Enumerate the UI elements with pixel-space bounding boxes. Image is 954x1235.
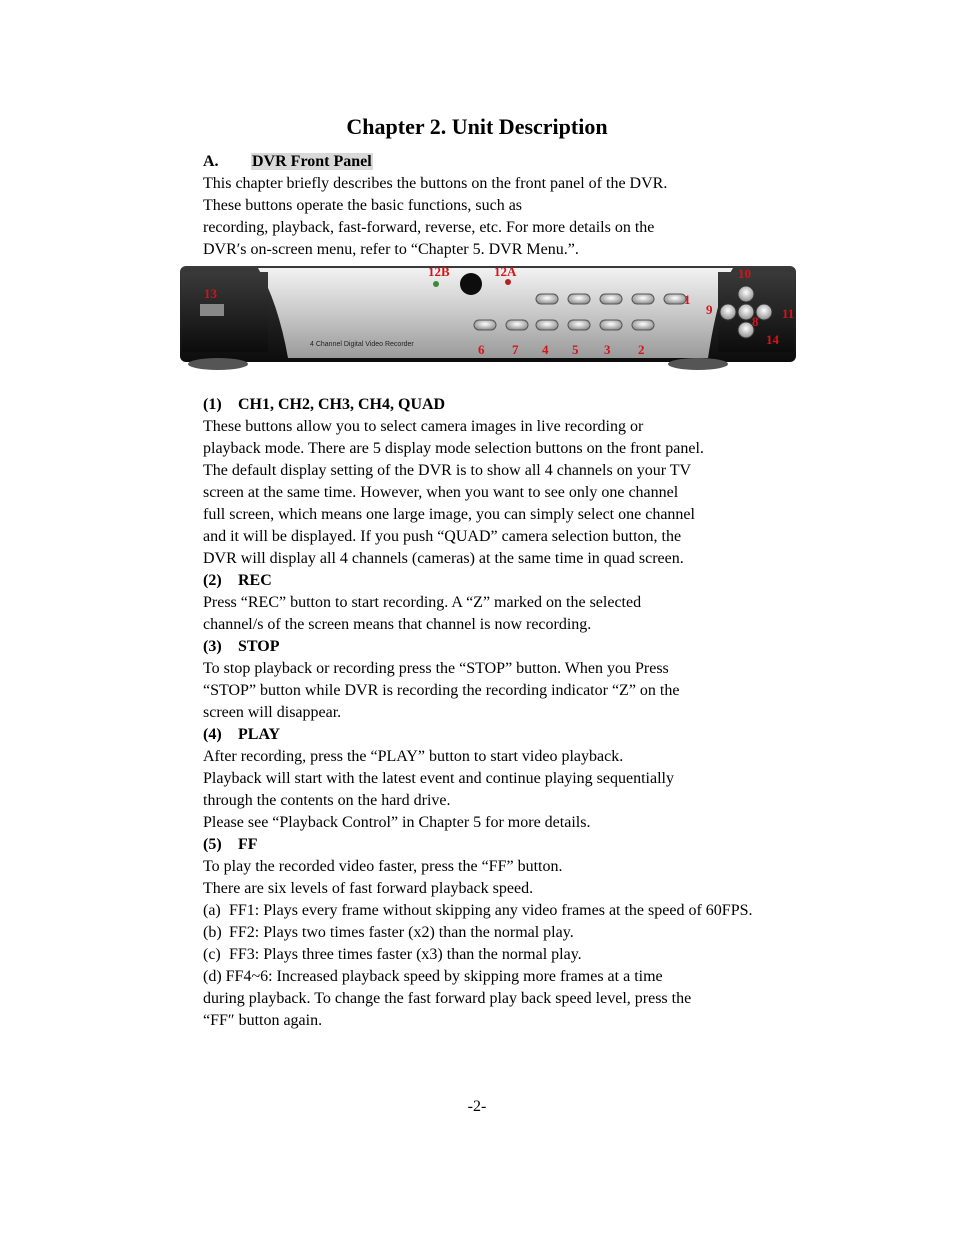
section-4-heading: (4) PLAY	[203, 726, 281, 743]
callout-11: 11	[782, 306, 795, 321]
section-a-heading	[203, 151, 373, 173]
section-1-line: DVR will display all 4 channels (cameras) at the same time in quad screen.	[203, 550, 684, 567]
section-5-heading: (5) FF	[203, 836, 258, 853]
callout-3: 3	[604, 342, 611, 357]
callout-2: 2	[638, 342, 645, 357]
page-number: -2-	[467, 1098, 487, 1115]
intro-line: recording, playback, fast-forward, reverse, etc. For more details on the	[203, 219, 655, 236]
ff-list-item: (c) FF3: Plays three times faster (x3) than the normal play.	[203, 946, 582, 963]
intro-paragraph	[203, 173, 763, 261]
section-2-line: channel/s of the screen means that channel is now recording.	[203, 616, 592, 633]
ff-list-item: (a) FF1: Plays every frame without skipping any video frames at the speed of 60FPS.	[203, 902, 753, 919]
section-4-line: Playback will start with the latest event and continue playing sequentially	[203, 770, 674, 787]
intro-line: This chapter briefly describes the buttons on the front panel of the DVR.	[203, 175, 668, 192]
chapter-title: Chapter 2. Unit Description	[346, 114, 608, 139]
sections-body	[203, 394, 763, 1032]
ff-list-item: (b) FF2: Plays two times faster (x2) than the normal play.	[203, 924, 574, 941]
section-5-line: To play the recorded video faster, press the “FF” button.	[203, 858, 563, 875]
callout-12a: 12A	[494, 264, 517, 279]
dvr-front-panel-figure	[178, 262, 798, 372]
callout-6: 6	[478, 342, 485, 357]
intro-line: These buttons operate the basic functions, such as	[203, 197, 523, 214]
dvr-foot	[668, 358, 728, 370]
section-a-title: DVR Front Panel	[252, 153, 372, 170]
pause-button	[506, 320, 528, 330]
section-4-line: After recording, press the “PLAY” button to start video playback.	[203, 748, 624, 765]
ch3-button	[600, 294, 622, 304]
section-1-line: playback mode. There are 5 display mode selection buttons on the front panel.	[203, 440, 704, 457]
section-1-heading: (1) CH1, CH2, CH3, CH4, QUAD	[203, 396, 446, 413]
ff-last-line: (d) FF4~6: Increased playback speed by skipping more frames at a time	[203, 968, 663, 985]
hdd-indicator	[505, 279, 511, 285]
rew-button	[474, 320, 496, 330]
section-3-line: “STOP” button while DVR is recording the recording indicator “Z” on the	[203, 682, 680, 699]
section-2-heading: (2) REC	[203, 572, 272, 589]
callout-1: 1	[684, 292, 691, 307]
fwd-button	[568, 320, 590, 330]
device-label: 4 Channel Digital Video Recorder	[310, 341, 414, 348]
intro-line: DVR′s on-screen menu, refer to “Chapter 5. DVR Menu.”.	[203, 241, 579, 258]
section-1-line: full screen, which means one large image, you can simply select one channel	[203, 506, 695, 523]
section-3-heading: (3) STOP	[203, 638, 280, 655]
section-3-line: screen will disappear.	[203, 704, 342, 721]
section-1-line: and it will be displayed. If you push “QUAD” camera selection button, the	[203, 528, 682, 545]
callout-14: 14	[766, 332, 779, 347]
section-5-line: There are six levels of fast forward playback speed.	[203, 880, 534, 897]
stop-button	[600, 320, 622, 330]
quad-button	[664, 294, 686, 304]
dvr-logo-badge	[200, 304, 224, 316]
section-1-line: These buttons allow you to select camera images in live recording or	[203, 418, 644, 435]
section-3-line: To stop playback or recording press the “STOP” button. When you Press	[203, 660, 669, 677]
ch2-button	[568, 294, 590, 304]
callout-9: 9	[706, 302, 713, 317]
callout-5: 5	[572, 342, 579, 357]
ir-sensor	[460, 273, 482, 295]
section-1-line: The default display setting of the DVR is to show all 4 channels on your TV	[203, 462, 692, 479]
callout-7: 7	[512, 342, 519, 357]
ff-last-line: during playback. To change the fast forward play back speed level, press the	[203, 990, 692, 1007]
callout-8: 8	[752, 314, 759, 329]
callout-4: 4	[542, 342, 549, 357]
ff-last-line: “FF″ button again.	[203, 1012, 323, 1029]
section-4-line: Please see “Playback Control” in Chapter 5 for more details.	[203, 814, 591, 831]
section-4-line: through the contents on the hard drive.	[203, 792, 451, 809]
callout-10: 10	[738, 266, 751, 281]
nav-up-button	[738, 286, 754, 302]
ch1-button	[536, 294, 558, 304]
callout-13: 13	[204, 286, 217, 301]
nav-left-button	[720, 304, 736, 320]
section-a-letter: A.	[203, 153, 219, 170]
ch4-button	[632, 294, 654, 304]
dvr-left-panel	[182, 272, 268, 352]
callout-12b: 12B	[428, 264, 450, 279]
power-indicator	[433, 281, 439, 287]
section-1-line: screen at the same time. However, when you want to see only one channel	[203, 484, 679, 501]
rec-button	[632, 320, 654, 330]
section-2-line: Press “REC” button to start recording. A “Z” marked on the selected	[203, 594, 642, 611]
play-button	[536, 320, 558, 330]
dvr-foot	[188, 358, 248, 370]
